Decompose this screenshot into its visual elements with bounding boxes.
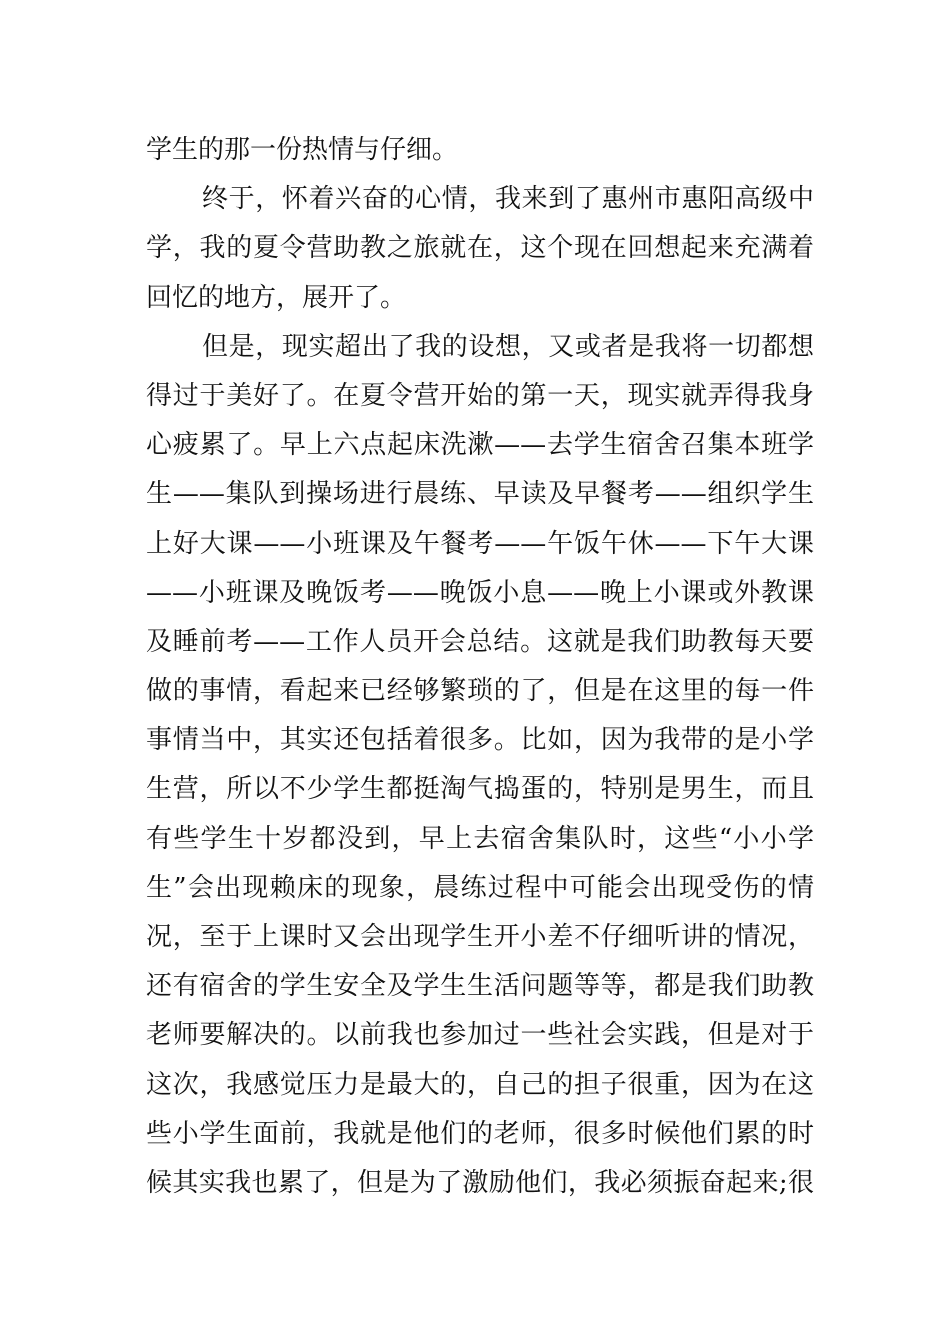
text-line: 况，至于上课时又会出现学生开小差不仔细听讲的情况， bbox=[146, 922, 814, 952]
text-line: 生营，所以不少学生都挺淘气捣蛋的，特别是男生，而且 bbox=[146, 774, 814, 805]
text-line: 生——集队到操场进行晨练、早读及早餐考——组织学生 bbox=[146, 479, 814, 510]
text-line: 做的事情，看起来已经够繁琐的了，但是在这里的每一件 bbox=[146, 676, 814, 707]
text-line: 终于，怀着兴奋的心情，我来到了惠州市惠阳高级中 bbox=[202, 184, 814, 215]
document-body bbox=[146, 126, 814, 1208]
text-line: 学，我的夏令营助教之旅就在，这个现在回想起来充满着 bbox=[146, 233, 814, 264]
text-line: 生”会出现赖床的现象，晨练过程中可能会出现受伤的情 bbox=[146, 872, 814, 903]
text-line: 老师要解决的。以前我也参加过一些社会实践，但是对于 bbox=[146, 1020, 814, 1051]
text-line: 但是，现实超出了我的设想，又或者是我将一切都想 bbox=[202, 331, 814, 362]
text-line: ——小班课及晚饭考——晚饭小息——晚上小课或外教课 bbox=[146, 577, 814, 608]
text-line: 心疲累了。早上六点起床洗漱——去学生宿舍召集本班学 bbox=[146, 430, 814, 461]
text-line: 上好大课——小班课及午餐考——午饭午休——下午大课 bbox=[146, 528, 814, 559]
text-line: 这次，我感觉压力是最大的，自己的担子很重，因为在这 bbox=[146, 1069, 814, 1100]
text-line: 回忆的地方，展开了。 bbox=[146, 282, 407, 313]
text-line: 还有宿舍的学生安全及学生生活问题等等，都是我们助教 bbox=[146, 971, 814, 1002]
text-line: 学生的那一份热情与仔细。 bbox=[146, 135, 459, 165]
text-line: 及睡前考——工作人员开会总结。这就是我们助教每天要 bbox=[146, 626, 814, 657]
text-line: 些小学生面前，我就是他们的老师，很多时候他们累的时 bbox=[146, 1118, 814, 1149]
text-line: 得过于美好了。在夏令营开始的第一天，现实就弄得我身 bbox=[146, 380, 814, 411]
text-line: 有些学生十岁都没到，早上去宿舍集队时，这些“小小学 bbox=[146, 823, 814, 854]
text-line: 候其实我也累了，但是为了激励他们，我必须振奋起来;很 bbox=[146, 1167, 814, 1198]
text-line: 事情当中，其实还包括着很多。比如，因为我带的是小学 bbox=[146, 725, 814, 756]
